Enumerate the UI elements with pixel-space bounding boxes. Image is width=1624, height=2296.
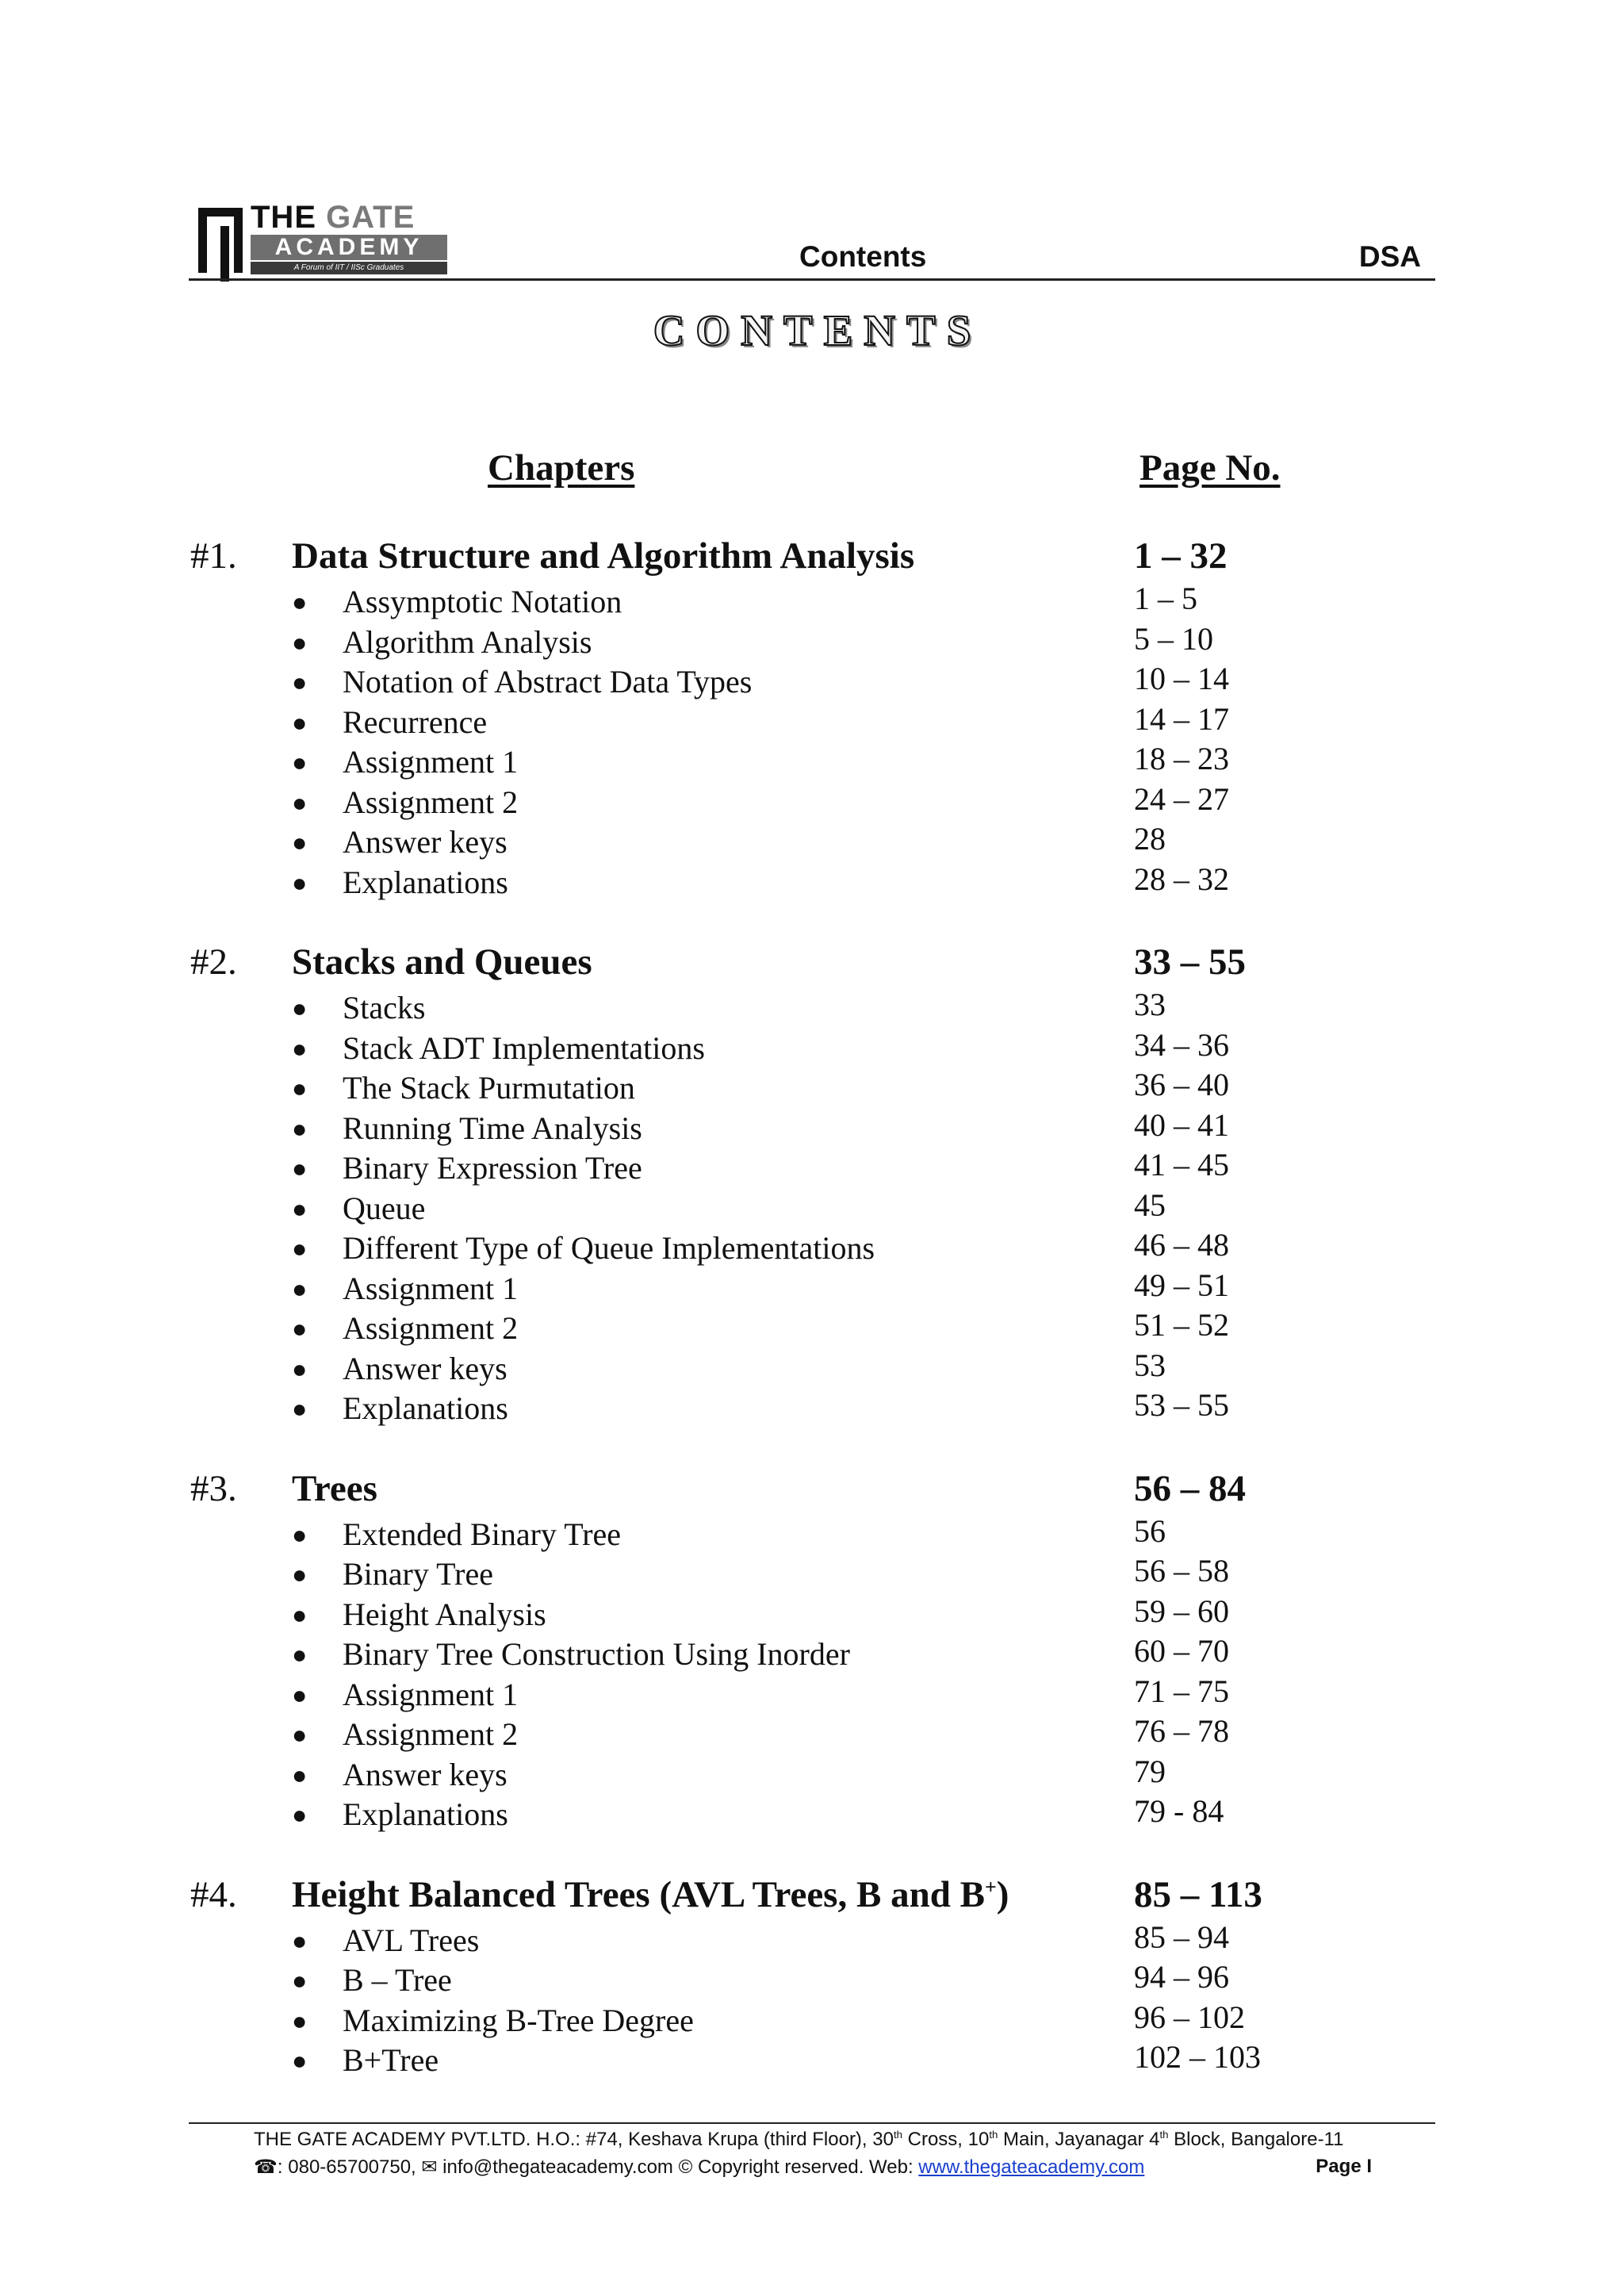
chapter-heading xyxy=(190,936,1427,988)
topic-page-range: 60 – 70 xyxy=(1134,1633,1229,1669)
topic-item xyxy=(190,822,1427,863)
logo-line-2: ACADEMY xyxy=(251,235,447,260)
topic-page-range: 85 – 94 xyxy=(1134,1918,1229,1955)
topic-item xyxy=(190,988,1427,1029)
topic-title: Assignment 2 xyxy=(343,784,519,820)
topic-page-range: 14 – 17 xyxy=(1134,700,1229,737)
topic-item xyxy=(190,1961,1427,2001)
table-of-contents xyxy=(190,530,1427,2114)
topic-item xyxy=(190,1106,1427,1149)
topic-item xyxy=(190,1026,1427,1069)
topic-title: Explanations xyxy=(343,1796,508,1832)
topic-item xyxy=(190,1635,1427,1675)
bullet-icon: ● xyxy=(292,1154,308,1182)
topic-title: Explanations xyxy=(343,1390,508,1426)
bullet-icon: ● xyxy=(292,1560,308,1589)
topic-title: Answer keys xyxy=(343,824,508,860)
page-title: CONTENTS xyxy=(653,306,982,355)
topic-title: The Stack Purmutation xyxy=(343,1070,635,1106)
topic-item xyxy=(190,1309,1427,1349)
topic-item xyxy=(190,662,1427,703)
chapter-page-range: 85 – 113 xyxy=(1134,1873,1262,1915)
column-heading-chapters: Chapters xyxy=(488,447,635,489)
topic-page-range: 10 – 14 xyxy=(1134,661,1229,696)
topic-title: Height Analysis xyxy=(343,1596,546,1632)
bullet-icon: ● xyxy=(292,788,308,817)
bullet-icon: ● xyxy=(292,1194,308,1223)
topic-page-range: 34 – 36 xyxy=(1134,1026,1229,1063)
topic-item xyxy=(190,2001,1427,2041)
chapter-3 xyxy=(190,1462,1427,1835)
topic-item xyxy=(190,1595,1427,1635)
topic-page-range: 5 – 10 xyxy=(1134,620,1213,657)
bullet-icon: ● xyxy=(292,748,308,776)
topic-page-range: 59 – 60 xyxy=(1134,1593,1229,1629)
topic-item xyxy=(190,582,1427,623)
topic-item xyxy=(190,742,1427,783)
page-footer xyxy=(189,2122,1435,2178)
bullet-icon: ● xyxy=(292,1314,308,1343)
bullet-icon: ● xyxy=(292,1800,308,1829)
topic-page-range: 24 – 27 xyxy=(1134,780,1229,817)
bullet-icon: ● xyxy=(292,828,308,857)
bullet-icon: ● xyxy=(292,1680,308,1709)
chapter-4 xyxy=(190,1869,1427,2081)
topic-item xyxy=(190,1795,1427,1835)
topic-title: Recurrence xyxy=(343,703,488,740)
topic-title: B+Tree xyxy=(343,2042,439,2078)
bullet-icon: ● xyxy=(292,1926,308,1955)
chapter-title: Stacks and Queues xyxy=(292,941,592,983)
topic-page-range: 53 – 55 xyxy=(1134,1387,1229,1423)
topic-item xyxy=(190,1512,1427,1555)
topic-item xyxy=(190,1228,1427,1269)
chapter-page-range: 1 – 32 xyxy=(1134,535,1228,577)
topic-item xyxy=(190,1715,1427,1755)
topic-title: Queue xyxy=(343,1190,426,1226)
website-link[interactable]: www.thegateacademy.com xyxy=(918,2156,1145,2178)
bullet-icon: ● xyxy=(292,2006,308,2035)
topic-page-range: 41 – 45 xyxy=(1134,1147,1229,1182)
chapter-2 xyxy=(190,936,1427,1429)
topic-item xyxy=(190,780,1427,823)
topic-page-range: 45 xyxy=(1134,1186,1166,1223)
topic-page-range: 33 xyxy=(1134,987,1166,1022)
chapter-number: #1. xyxy=(190,535,237,577)
topic-page-range: 28 xyxy=(1134,821,1166,857)
academy-logo xyxy=(198,201,448,273)
chapter-number: #3. xyxy=(190,1467,237,1509)
logo-line-1: THE GATE xyxy=(251,200,416,235)
chapter-number: #2. xyxy=(190,941,237,983)
topic-title: Algorithm Analysis xyxy=(343,623,592,660)
topic-item xyxy=(190,1918,1427,1961)
topic-item xyxy=(190,1554,1427,1595)
topic-item xyxy=(190,700,1427,743)
phone-icon: ☎ xyxy=(254,2156,278,2178)
topic-page-range: 53 xyxy=(1134,1347,1166,1383)
page-header xyxy=(189,197,1435,281)
topic-page-range: 49 – 51 xyxy=(1134,1267,1229,1303)
chapter-number: #4. xyxy=(190,1873,237,1915)
topic-item xyxy=(190,1068,1427,1109)
topic-item xyxy=(190,1349,1427,1389)
topic-title: Notation of Abstract Data Types xyxy=(343,664,753,700)
topic-title: Extended Binary Tree xyxy=(343,1516,622,1552)
topic-page-range: 18 – 23 xyxy=(1134,741,1229,776)
topic-title: Maximizing B-Tree Degree xyxy=(343,2002,694,2038)
topic-page-range: 96 – 102 xyxy=(1134,1999,1245,2035)
topic-item xyxy=(190,1148,1427,1189)
chapter-title: Height Balanced Trees (AVL Trees, B and B+) xyxy=(292,1873,1009,1915)
page-number: Page I xyxy=(1316,2156,1372,2177)
topic-page-range: 79 xyxy=(1134,1753,1166,1789)
topic-item xyxy=(190,1186,1427,1229)
footer-rule xyxy=(189,2122,1435,2124)
bullet-icon: ● xyxy=(292,2046,308,2075)
topic-item xyxy=(190,863,1427,903)
topic-title: Binary Tree xyxy=(343,1556,493,1592)
mail-icon: ✉ xyxy=(421,2156,438,2178)
topic-title: Explanations xyxy=(343,864,508,900)
topic-page-range: 56 xyxy=(1134,1512,1166,1549)
topic-page-range: 71 – 75 xyxy=(1134,1673,1229,1709)
logo-tagline: A Forum of IIT / IISc Graduates xyxy=(251,262,447,274)
topic-page-range: 46 – 48 xyxy=(1134,1227,1229,1263)
topic-title: Different Type of Queue Implementations xyxy=(343,1230,875,1266)
bullet-icon: ● xyxy=(292,707,308,737)
topic-title: Assignment 1 xyxy=(343,744,519,780)
topic-page-range: 56 – 58 xyxy=(1134,1553,1229,1589)
bullet-icon: ● xyxy=(292,1033,308,1063)
topic-item xyxy=(190,1389,1427,1429)
bullet-icon: ● xyxy=(292,1274,308,1303)
bullet-icon: ● xyxy=(292,627,308,657)
topic-title: Binary Expression Tree xyxy=(343,1150,642,1186)
chapter-page-range: 33 – 55 xyxy=(1134,941,1246,983)
bullet-icon: ● xyxy=(292,994,308,1022)
header-rule xyxy=(189,278,1435,281)
bullet-icon: ● xyxy=(292,1640,308,1669)
topic-page-range: 28 – 32 xyxy=(1134,861,1229,897)
topic-item xyxy=(190,620,1427,663)
bullet-icon: ● xyxy=(292,868,308,897)
chapter-title: Data Structure and Algorithm Analysis xyxy=(292,535,915,577)
topic-page-range: 36 – 40 xyxy=(1134,1067,1229,1102)
chapter-heading xyxy=(190,1462,1427,1515)
bullet-icon: ● xyxy=(292,1520,308,1549)
chapter-title: Trees xyxy=(292,1467,377,1509)
header-section-title: Contents xyxy=(799,240,927,273)
topic-title: Binary Tree Construction Using Inorder xyxy=(343,1636,850,1672)
topic-item xyxy=(190,1755,1427,1796)
topic-title: Answer keys xyxy=(343,1756,508,1792)
topic-page-range: 51 – 52 xyxy=(1134,1307,1229,1343)
topic-title: AVL Trees xyxy=(343,1922,480,1958)
topic-page-range: 79 - 84 xyxy=(1134,1793,1224,1829)
topic-item xyxy=(190,1675,1427,1715)
bullet-icon: ● xyxy=(292,1966,308,1995)
topic-title: Assignment 2 xyxy=(343,1716,519,1752)
bullet-icon: ● xyxy=(292,588,308,616)
topic-page-range: 94 – 96 xyxy=(1134,1959,1229,1995)
footer-contact: ☎: 080-65700750, ✉ info@thegateacademy.com © Copyright reserved. Web: www.thegateacademy.com Page I xyxy=(254,2156,1372,2178)
logo-mark-icon xyxy=(198,208,243,273)
chapter-heading xyxy=(190,530,1427,582)
topic-item xyxy=(190,1269,1427,1309)
topic-title: Assignment 1 xyxy=(343,1676,519,1712)
footer-address: THE GATE ACADEMY PVT.LTD. H.O.: #74, Keshava Krupa (third Floor), 30th Cross, 10th Main, Jayanagar 4th Block, Bangalore-11 xyxy=(254,2129,1344,2150)
bullet-icon: ● xyxy=(292,668,308,696)
topic-title: Answer keys xyxy=(343,1350,508,1386)
bullet-icon: ● xyxy=(292,1234,308,1263)
bullet-icon: ● xyxy=(292,1354,308,1383)
chapter-1 xyxy=(190,530,1427,903)
header-subject: DSA xyxy=(1358,240,1421,273)
topic-page-range: 40 – 41 xyxy=(1134,1106,1229,1143)
bullet-icon: ● xyxy=(292,1114,308,1143)
bullet-icon: ● xyxy=(292,1074,308,1102)
topic-page-range: 76 – 78 xyxy=(1134,1713,1229,1749)
topic-page-range: 1 – 5 xyxy=(1134,581,1197,616)
topic-title: Assignment 2 xyxy=(343,1310,519,1346)
topic-title: Stacks xyxy=(343,990,426,1025)
chapter-heading xyxy=(190,1869,1427,1921)
topic-title: Assymptotic Notation xyxy=(343,584,622,619)
bullet-icon: ● xyxy=(292,1720,308,1749)
topic-title: Running Time Analysis xyxy=(343,1110,642,1146)
topic-item xyxy=(190,2041,1427,2081)
topic-title: B – Tree xyxy=(343,1962,452,1998)
chapter-page-range: 56 – 84 xyxy=(1134,1467,1246,1509)
topic-page-range: 102 – 103 xyxy=(1134,2039,1261,2075)
topic-title: Assignment 1 xyxy=(343,1270,519,1306)
column-heading-page-no: Page No. xyxy=(1139,447,1281,489)
bullet-icon: ● xyxy=(292,1760,308,1789)
topic-title: Stack ADT Implementations xyxy=(343,1029,705,1066)
bullet-icon: ● xyxy=(292,1600,308,1629)
bullet-icon: ● xyxy=(292,1394,308,1423)
